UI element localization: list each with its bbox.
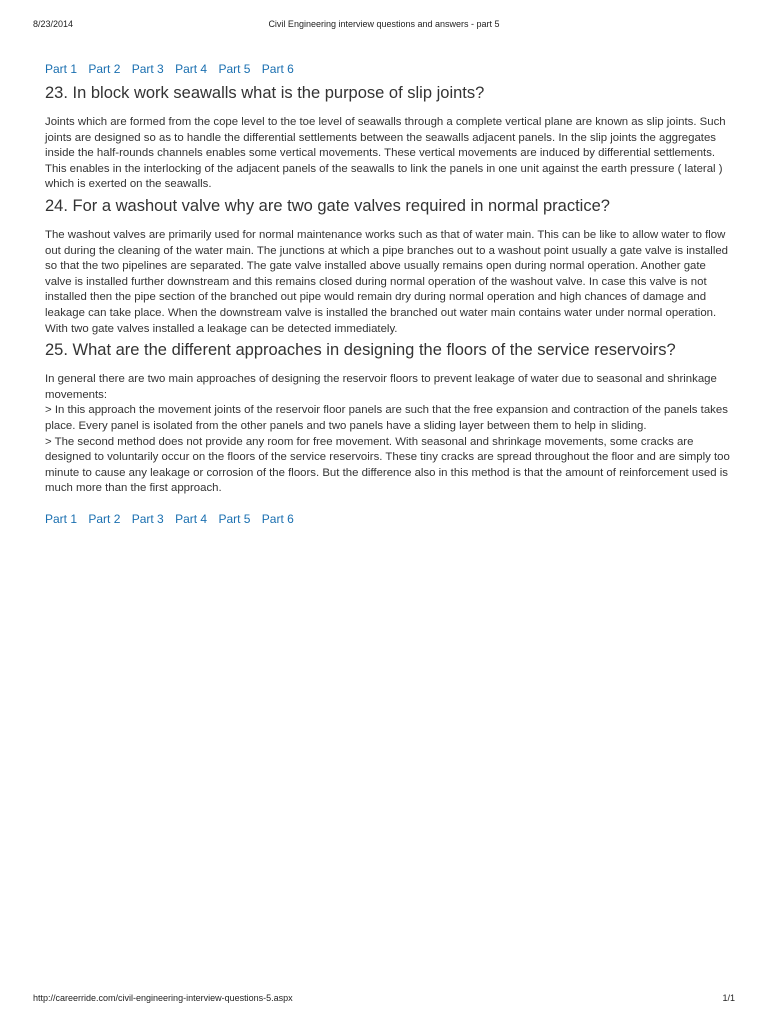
part-nav-bottom — [45, 510, 730, 528]
part-link-6[interactable]: Part 6 — [261, 62, 294, 76]
part-link-5[interactable]: Part 5 — [218, 62, 251, 76]
part-link-4[interactable]: Part 4 — [175, 511, 208, 526]
part-nav-top — [45, 60, 730, 78]
answer-paragraph: The washout valves are primarily used for normal maintenance works such as that of water main. This can be like to allow water to flow out during the cleaning of the water main. The junctions at which a pipe branches out to a washout point usually a gate valve is installed so that the two pipelines are separated. The gate valve installed above usually remains open during normal operation. Another gate valve is installed further downstream and this remains closed during normal operation of the washout valve. In case this valve is not installed then the pipe section of the branched out pipe would remain dry during normal operation and high chances of damage and leakage can take place. When the downstream valve is installed the branched out water main contains water under normal operation. With two gate valves installed a leakage can be detected immediately. — [45, 228, 729, 335]
print-footer — [33, 993, 735, 1007]
print-header — [33, 19, 735, 33]
answer-paragraph: In general there are two main approaches of designing the reservoir floors to prevent leakage of water due to seasonal and shrinkage movements: — [45, 373, 717, 401]
part-link-2[interactable]: Part 2 — [88, 511, 121, 526]
question-25 — [45, 342, 730, 497]
answer-paragraph: Joints which are formed from the cope level to the toe level of seawalls through a complete vertical plane are known as slip joints. Such joints are designed so as to handle the differential settlements between the seawalls adjacent panels. In the slip joints the aggregates inside the half-rounds channels enables some vertical movements. These vertical movements are induced by differential settlements. This enables in the interlocking of the adjacent panels of the seawalls to link the panels in one unit against the earth pressure ( lateral ) which is exerted on the seawalls. — [45, 116, 726, 191]
part-link-4[interactable]: Part 4 — [175, 62, 208, 76]
part-link-5[interactable]: Part 5 — [218, 511, 251, 526]
question-heading: 25. What are the different approaches in designing the floors of the service reservoirs? — [45, 341, 676, 360]
answer-paragraph: > The second method does not provide any room for free movement. With seasonal and shrinkage movements, some cracks are designed to voluntarily occur on the floors of the service reservoirs. These tiny cracks are spread throughout the floor and are simply too minute to cause any leakage or corrosion of the floors. But the difference also in this method is that the amount of reinforcement used is much more than the first approach. — [45, 435, 730, 495]
question-23 — [45, 85, 730, 193]
print-page-number: 1/1 — [722, 993, 735, 1003]
article-content — [45, 60, 730, 528]
question-heading: 24. For a washout valve why are two gate valves required in normal practice? — [45, 196, 610, 215]
part-link-2[interactable]: Part 2 — [88, 62, 121, 76]
print-date: 8/23/2014 — [33, 19, 74, 29]
question-heading: 23. In block work seawalls what is the purpose of slip joints? — [45, 84, 485, 102]
print-page-title: Civil Engineering interview questions and answers - part 5 — [268, 19, 500, 29]
part-link-1[interactable]: Part 1 — [45, 511, 78, 526]
question-24 — [45, 198, 730, 337]
part-link-3[interactable]: Part 3 — [131, 62, 164, 76]
part-link-1[interactable]: Part 1 — [45, 62, 78, 76]
part-link-6[interactable]: Part 6 — [261, 511, 294, 526]
answer-paragraph: > In this approach the movement joints of the reservoir floor panels are such that the free expansion and contraction of the panels takes place. Every panel is isolated from the other panels and two panels have a sliding layer between them to help in sliding. — [45, 404, 728, 432]
part-link-3[interactable]: Part 3 — [131, 511, 164, 526]
print-url: http://careerride.com/civil-engineering-interview-questions-5.aspx — [33, 993, 293, 1003]
